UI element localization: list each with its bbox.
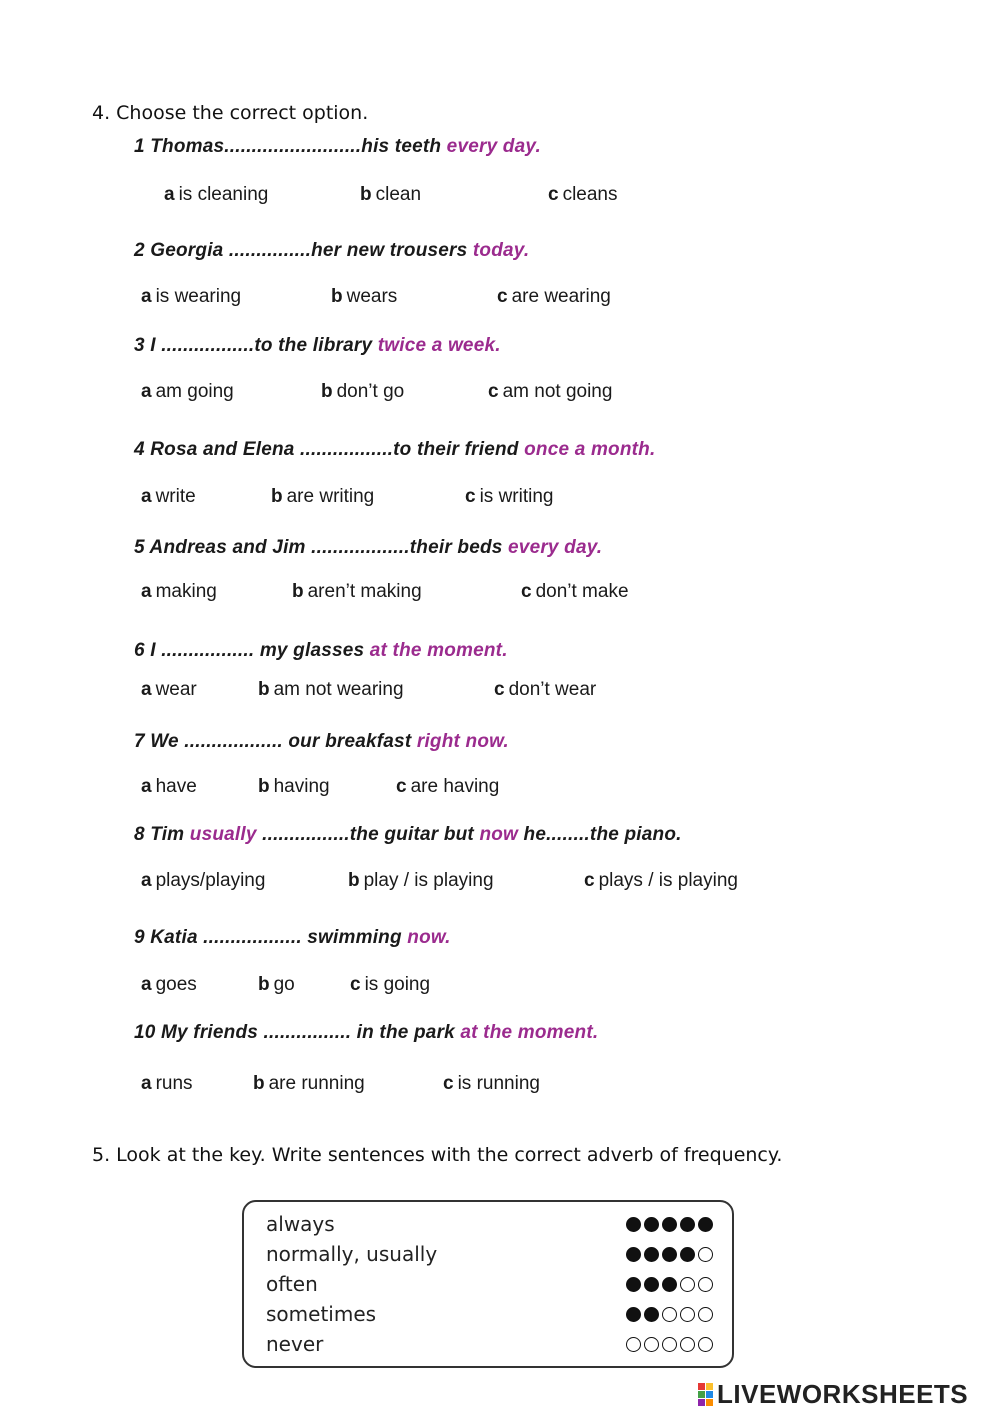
frequency-dots [626, 1307, 713, 1322]
key-label: sometimes [266, 1302, 377, 1326]
question-text-end: he........the piano. [518, 824, 682, 845]
option-b[interactable]: b am not wearing [258, 679, 404, 700]
option-a[interactable]: a write [141, 486, 196, 507]
time-expression: today. [472, 240, 530, 261]
empty-dot-icon [698, 1277, 713, 1292]
question-text: 10 My friends ................ in the park [134, 1022, 461, 1043]
filled-dot-icon [626, 1277, 641, 1292]
option-c[interactable]: c don’t wear [494, 679, 597, 700]
option-c[interactable]: c are wearing [497, 286, 611, 307]
frequency-dots [626, 1247, 713, 1262]
key-row-always [266, 1212, 706, 1242]
filled-dot-icon [680, 1217, 695, 1232]
question-9 [134, 927, 451, 949]
liveworksheets-logo [698, 1378, 968, 1410]
key-row-never [266, 1332, 706, 1362]
option-b[interactable]: b aren’t making [292, 581, 422, 602]
question-3 [134, 335, 501, 357]
option-c[interactable]: c is running [443, 1073, 540, 1094]
option-a[interactable]: a is cleaning [164, 184, 269, 205]
option-b[interactable]: b wears [331, 286, 398, 307]
question-6 [134, 640, 508, 662]
option-c[interactable]: c plays / is playing [584, 870, 738, 891]
empty-dot-icon [680, 1277, 695, 1292]
empty-dot-icon [644, 1337, 659, 1352]
filled-dot-icon [662, 1247, 677, 1262]
time-expression: every day. [446, 136, 541, 157]
filled-dot-icon [626, 1307, 641, 1322]
empty-dot-icon [698, 1337, 713, 1352]
frequency-dots [626, 1217, 713, 1232]
key-row-often [266, 1272, 706, 1302]
time-expression: right now. [416, 731, 509, 752]
option-b[interactable]: b don’t go [321, 381, 405, 402]
filled-dot-icon [644, 1247, 659, 1262]
option-c[interactable]: c is writing [465, 486, 554, 507]
option-b[interactable]: b are running [253, 1073, 365, 1094]
question-text: 9 Katia .................. swimming [134, 927, 408, 948]
filled-dot-icon [698, 1217, 713, 1232]
exercise-4-heading: 4. Choose the correct option. [92, 102, 369, 124]
question-text: 4 Rosa and Elena .................to their friend [134, 439, 525, 460]
question-1 [134, 136, 541, 158]
filled-dot-icon [644, 1277, 659, 1292]
question-5 [134, 537, 602, 559]
filled-dot-icon [644, 1217, 659, 1232]
time-expression: at the moment. [369, 640, 508, 661]
time-expression: once a month. [524, 439, 656, 460]
filled-dot-icon [644, 1307, 659, 1322]
empty-dot-icon [680, 1337, 695, 1352]
empty-dot-icon [680, 1307, 695, 1322]
question-8 [134, 824, 682, 846]
question-text: 7 We .................. our breakfast [134, 731, 417, 752]
option-a[interactable]: a plays/playing [141, 870, 266, 891]
option-a[interactable]: a am going [141, 381, 234, 402]
option-a[interactable]: a runs [141, 1073, 193, 1094]
empty-dot-icon [698, 1247, 713, 1262]
key-label: never [266, 1332, 324, 1356]
time-expression: twice a week. [377, 335, 501, 356]
question-text: 2 Georgia ...............her new trousers [134, 240, 473, 261]
key-label: normally, usually [266, 1242, 438, 1266]
time-expression: usually [189, 824, 257, 845]
key-row-sometimes [266, 1302, 706, 1332]
liveworksheets-mark-icon [698, 1383, 713, 1406]
option-c[interactable]: c am not going [488, 381, 613, 402]
question-4 [134, 439, 655, 461]
key-label: often [266, 1272, 318, 1296]
option-b[interactable]: b go [258, 974, 295, 995]
option-c[interactable]: c cleans [548, 184, 618, 205]
filled-dot-icon [662, 1277, 677, 1292]
empty-dot-icon [698, 1307, 713, 1322]
option-b[interactable]: b are writing [271, 486, 375, 507]
question-7 [134, 731, 509, 753]
question-2 [134, 240, 529, 262]
question-text-middle: ................the guitar but [256, 824, 480, 845]
option-a[interactable]: a goes [141, 974, 197, 995]
time-expression: every day. [508, 537, 603, 558]
question-text: 8 Tim [134, 824, 190, 845]
question-text: 6 I ................. my glasses [134, 640, 370, 661]
time-expression: at the moment. [460, 1022, 599, 1043]
frequency-dots [626, 1337, 713, 1352]
brand-name: LIVEWORKSHEETS [717, 1378, 969, 1409]
option-a[interactable]: a making [141, 581, 217, 602]
empty-dot-icon [626, 1337, 641, 1352]
option-b[interactable]: b play / is playing [348, 870, 494, 891]
option-c[interactable]: c is going [350, 974, 431, 995]
time-expression: now. [407, 927, 451, 948]
option-a[interactable]: a is wearing [141, 286, 242, 307]
option-c[interactable]: c don’t make [521, 581, 629, 602]
empty-dot-icon [662, 1337, 677, 1352]
exercise-5-heading: 5. Look at the key. Write sentences with the correct adverb of frequency. [92, 1144, 783, 1166]
frequency-key [242, 1200, 734, 1368]
filled-dot-icon [680, 1247, 695, 1262]
option-a[interactable]: a wear [141, 679, 197, 700]
key-row-usually [266, 1242, 706, 1272]
key-label: always [266, 1212, 335, 1236]
question-10 [134, 1022, 598, 1044]
option-b[interactable]: b having [258, 776, 330, 797]
question-text: 5 Andreas and Jim ..................their beds [134, 537, 509, 558]
question-text: 3 I .................to the library [134, 335, 378, 356]
empty-dot-icon [662, 1307, 677, 1322]
filled-dot-icon [626, 1217, 641, 1232]
time-expression-2: now [479, 824, 519, 845]
question-text: 1 Thomas.........................his teeth [134, 136, 447, 157]
option-b[interactable]: b clean [360, 184, 422, 205]
filled-dot-icon [662, 1217, 677, 1232]
option-c[interactable]: c are having [396, 776, 500, 797]
option-a[interactable]: a have [141, 776, 197, 797]
filled-dot-icon [626, 1247, 641, 1262]
frequency-dots [626, 1277, 713, 1292]
